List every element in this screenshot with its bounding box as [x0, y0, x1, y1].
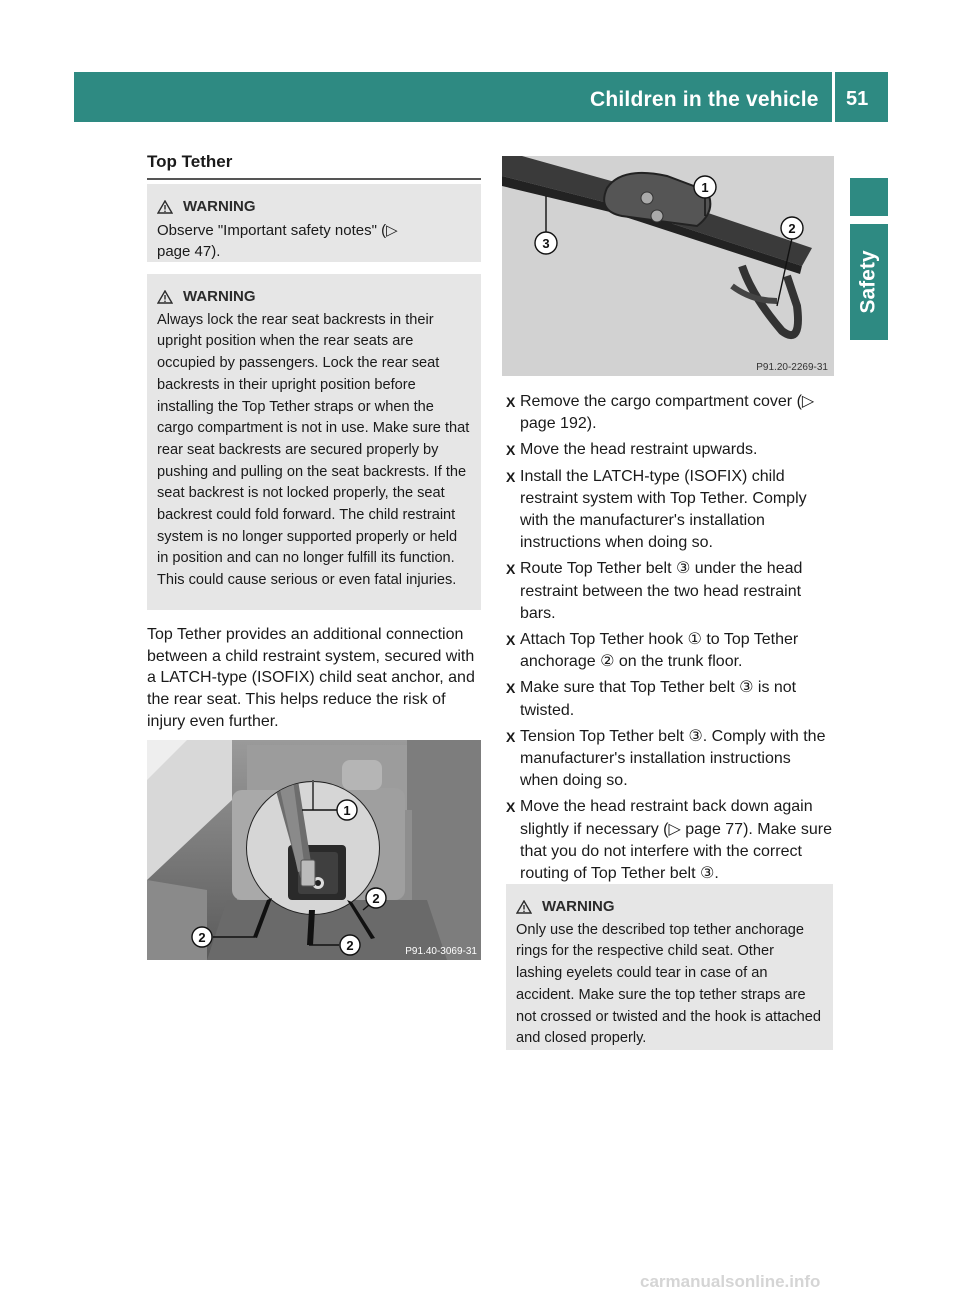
section-title: Top Tether — [147, 152, 233, 171]
callout-2 — [340, 935, 360, 955]
step-item — [506, 466, 832, 555]
chapter-title: Children in the vehicle — [590, 88, 819, 111]
warning-body-2: Always lock the rear seat backrests in their upright position when the rear seats are occupied by passengers. Lock the rear seat backrests in their upright position before installing the Top Tether straps or when the cargo compartment is not in use. Make sure that rear seat backrests are secured properly by pushing and pulling on the seat backrests. If the seat backrest is not locked properly, the seat backrest could fold forward. The child restraint system is no longer supported properly or held in position and can no longer fulfill its function. This could cause serious or even fatal injuries. — [157, 311, 470, 589]
warning-triangle-icon — [157, 200, 173, 214]
side-tab-label-wrap — [850, 224, 888, 340]
step-text: Make sure that Top Tether belt ③ is not twisted. — [520, 679, 797, 719]
warning-triangle-icon — [516, 900, 532, 914]
callout-1 — [694, 176, 716, 198]
side-tab-marker — [850, 178, 888, 216]
svg-text:3: 3 — [542, 236, 550, 251]
warning-box-2 — [147, 274, 481, 610]
callout-1 — [337, 800, 357, 820]
warning-box-1 — [147, 184, 481, 262]
svg-text:2: 2 — [198, 930, 206, 945]
warning-heading-text: WARNING — [183, 288, 256, 305]
callout-2 — [781, 217, 803, 239]
step-text: Move the head restraint back down again slightly if necessary (▷ page 77). Make sure that you do not interfere with the correct routing of Top Tether belt ③. — [520, 798, 832, 883]
warning-heading-text: WARNING — [542, 898, 615, 915]
step-marker: X — [506, 632, 516, 649]
step-item — [506, 796, 832, 885]
step-item — [506, 629, 832, 673]
instruction-steps — [506, 391, 832, 889]
step-marker: X — [506, 394, 516, 410]
svg-text:1: 1 — [701, 180, 709, 195]
callout-3 — [535, 232, 557, 254]
figure-caption-right: P91.20-2269-31 — [756, 362, 828, 373]
step-text: Route Top Tether belt ③ under the head restraint between the two head restraint bars. — [520, 560, 803, 622]
section-rule — [147, 178, 481, 180]
step-text: Install the LATCH-type (ISOFIX) child restraint system with Top Tether. Comply with the manufacturer's installation instructions when doing so. — [520, 467, 807, 552]
warning-heading-3 — [516, 896, 823, 918]
step-marker: X — [506, 728, 516, 745]
warning-heading-2 — [157, 286, 471, 308]
step-item — [506, 726, 832, 793]
callout-2 — [192, 927, 212, 947]
callout-2 — [366, 888, 386, 908]
warning-triangle-icon — [157, 290, 173, 304]
step-item — [506, 558, 832, 625]
step-item — [506, 439, 832, 461]
header-separator — [832, 72, 835, 122]
step-marker: X — [506, 468, 516, 485]
figure-cargo-anchorages — [147, 740, 481, 960]
step-marker: X — [506, 561, 516, 578]
step-text: Tension Top Tether belt ③. Comply with the manufacturer's installation instructions when doing so. — [520, 727, 826, 790]
svg-text:2: 2 — [372, 891, 380, 906]
side-tab-label: Safety — [857, 250, 880, 314]
step-marker: X — [506, 799, 516, 816]
svg-text:1: 1 — [343, 803, 351, 818]
step-text: Attach Top Tether hook ① to Top Tether anchorage ② on the trunk floor. — [520, 631, 799, 671]
intro-paragraph: Top Tether provides an additional connection between a child restraint system, secured with a LATCH-type (ISOFIX) child seat anchor, and the rear seat. This helps reduce the risk of injury even further. — [147, 626, 475, 730]
step-text: Move the head restraint upwards. — [520, 441, 758, 459]
step-marker: X — [506, 680, 516, 697]
warning-heading-text: WARNING — [183, 198, 256, 215]
svg-text:2: 2 — [346, 938, 354, 953]
step-marker: X — [506, 442, 516, 459]
warning-box-3 — [506, 884, 833, 1050]
page-number: 51 — [846, 88, 869, 110]
warning-body-3: Only use the described top tether anchorage rings for the respective child seat. Other lashing eyelets could tear in case of an accident. Make sure the top tether straps are not crossed or twisted and the hook is attached and closed properly. — [516, 921, 822, 1047]
figure-caption-left: P91.40-3069-31 — [405, 946, 477, 957]
step-text: Remove the cargo compartment cover (▷ page 192). — [520, 393, 815, 433]
step-item — [506, 391, 832, 435]
svg-text:2: 2 — [788, 221, 796, 236]
watermark-text: carmanualsonline.info — [640, 1272, 821, 1291]
warning-heading-1 — [157, 196, 471, 218]
figure-top-tether-strap — [502, 156, 834, 376]
step-item — [506, 677, 832, 721]
warning-body-1: Observe "Important safety notes" (▷ page 47). — [157, 221, 398, 261]
